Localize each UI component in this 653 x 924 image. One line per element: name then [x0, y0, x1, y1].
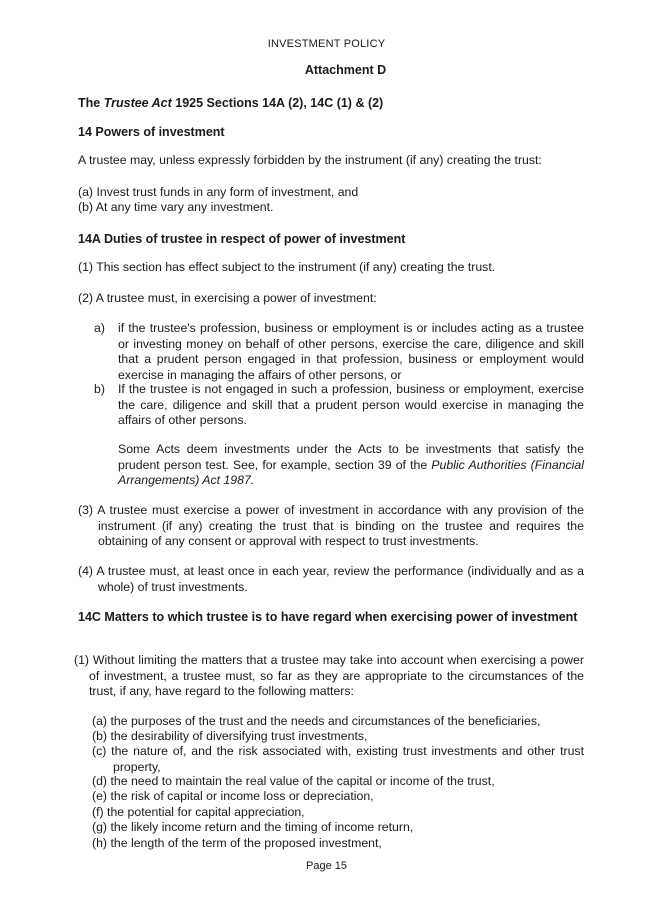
section-14c-heading: 14C Matters to which trustee is to have regard when exercising power of investment [78, 610, 578, 624]
title-suffix: 1925 Sections 14A (2), 14C (1) & (2) [171, 96, 384, 110]
section-14c-para-1: (1) Without limiting the matters that a trustee may take into account when exercising a power of investment, a trustee must, so far as they are appropriate to the circumstances of the trust, if any, have regard to the following matters: [74, 653, 584, 698]
section-14-item-b: (b) At any time vary any investment. [78, 200, 274, 214]
page-number: Page 15 [306, 860, 347, 872]
section-14a-para-2: (2) A trustee must, in exercising a power of investment: [78, 291, 377, 305]
section-14a-para-3: (3) A trustee must exercise a power of investment in accordance with any provision of the instrument (if any) creating the trust that is binding on the trustee and requires the obtaining of any consent or approval with respect to trust investments. [78, 503, 584, 548]
matter-item: (a) the purposes of the trust and the needs and circumstances of the beneficiaries, [92, 714, 541, 728]
document-title [78, 95, 584, 111]
section-14a-para-4: (4) A trustee must, at least once in each year, review the performance (individually and as a whole) of trust investments. [78, 564, 584, 594]
section-14a-heading: 14A Duties of trustee in respect of power of investment [78, 232, 406, 246]
title-prefix: The [78, 96, 104, 110]
item-marker: a) [94, 321, 105, 335]
title-act-name: Trustee Act [103, 96, 172, 110]
section-14-item-a: (a) Invest trust funds in any form of investment, and [78, 185, 359, 199]
section-14-intro: A trustee may, unless expressly forbidden by the instrument (if any) creating the trust: [78, 153, 542, 167]
item-text: if the trustee's profession, business or employment is or includes acting as a trustee or investing money on behalf of other persons, exercise the care, diligence and skill that a prudent person engaged in that profession, business or employment would exercise in managing the affairs of other persons, or [118, 321, 584, 382]
matter-item: (e) the risk of capital or income loss or depreciation, [92, 789, 374, 803]
running-header: INVESTMENT POLICY [267, 38, 386, 50]
note-act-citation: Public Authorities (Financial Arrangements) Act 1987. [118, 457, 584, 487]
matter-item: (h) the length of the term of the proposed investment, [92, 836, 382, 850]
matter-item: (d) the need to maintain the real value of the capital or income of the trust, [92, 774, 495, 788]
matter-item: (f) the potential for capital appreciation, [92, 805, 305, 819]
section-14a-para-1: (1) This section has effect subject to the instrument (if any) creating the trust. [78, 260, 496, 274]
section-14a-item-a [94, 321, 584, 383]
matter-item: (c) the nature of, and the risk associated with, existing trust investments and other trust property, [92, 744, 584, 774]
section-14a-note [118, 442, 584, 489]
note-text: Some Acts deem investments under the Acts to be investments that satisfy the prudent person test. See, for example, section 39 of the [118, 442, 584, 472]
matter-item: (g) the likely income return and the timing of income return, [92, 820, 414, 834]
attachment-label: Attachment D [304, 63, 387, 77]
section-14-heading: 14 Powers of investment [78, 125, 225, 139]
matter-item: (b) the desirability of diversifying trust investments, [92, 729, 368, 743]
item-text: If the trustee is not engaged in such a profession, business or employment, exercise the care, diligence and skill that a prudent person would exercise in managing the affairs of other persons. [118, 382, 584, 427]
item-marker: b) [94, 382, 105, 396]
section-14a-item-b [94, 382, 584, 429]
